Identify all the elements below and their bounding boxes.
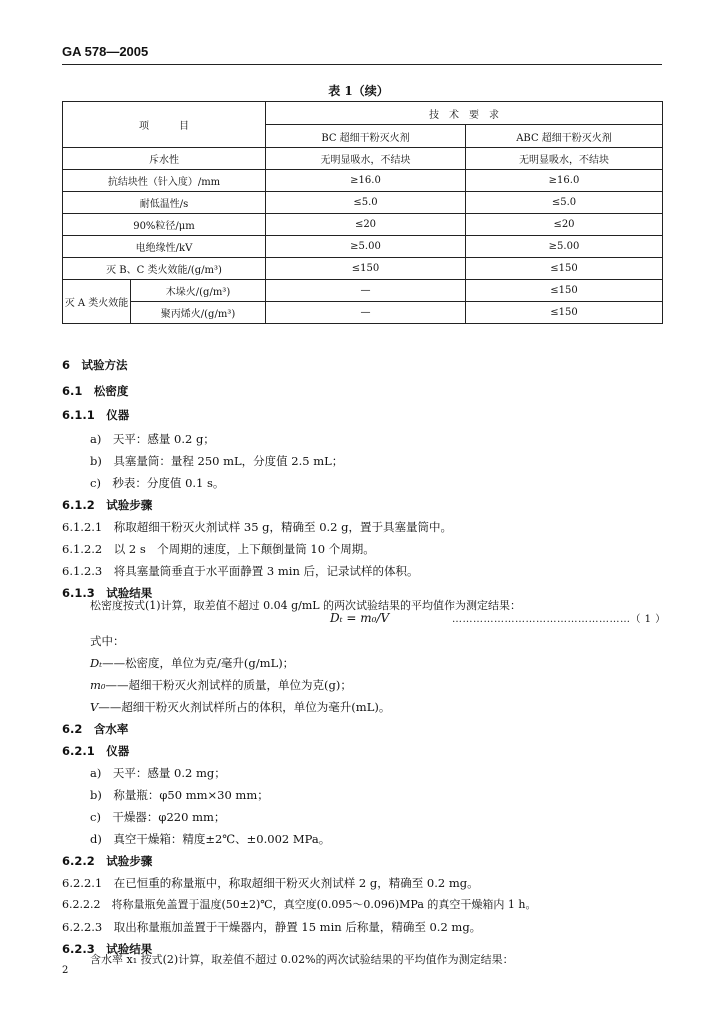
row-item: 电绝缘性/kV [63,236,266,258]
paragraph: 6.2.2.2 将称量瓶免盖置于温度(50±2)℃，真空度(0.095～0.096)MPa 的真空干燥箱内 1 h。 [62,898,537,911]
table-row [63,302,663,324]
row-abc-value: ≤150 [466,302,663,324]
row-bc-value: ≥5.00 [266,236,466,258]
section-heading-6-1-3: 6.1.3 试验结果 [62,586,153,600]
row-abc-value: ≤20 [466,214,663,236]
paragraph: 松密度按式(1)计算，取差值不超过 0.04 g/mL 的两次试验结果的平均值作为测定结果： [90,599,522,612]
row-abc-value: ≤150 [466,258,663,280]
paragraph: 含水率 x₁ 按式(2)计算，取差值不超过 0.02%的两次试验结果的平均值作为测定结果： [90,953,514,966]
table-row [63,214,663,236]
section-heading-6-2: 6.2 含水率 [62,722,129,736]
table-row [63,258,663,280]
list-item: d) 真空干燥箱：精度±2℃、±0.002 MPa。 [90,832,331,846]
symbol-v: V [90,700,99,714]
section-heading-6-2-2: 6.2.2 试验步骤 [62,854,153,868]
definition-v [90,699,390,715]
row-bc-value: — [266,280,466,302]
definition-text: ——超细干粉灭火剂试样所占的体积，单位为毫升(mL)。 [98,700,391,714]
section-heading-6: 6 试验方法 [62,358,128,372]
row-abc-value: ≥5.00 [466,236,663,258]
row-item: 木垛火/(g/m³) [131,280,266,302]
row-item: 聚丙烯火/(g/m³) [131,302,266,324]
row-item: 耐低温性/s [63,192,266,214]
row-bc-value: ≤150 [266,258,466,280]
definition-text: ——松密度，单位为克/毫升(g/mL)； [102,656,295,670]
section-heading-6-1-1: 6.1.1 仪器 [62,408,130,422]
table-row [63,170,663,192]
formula-1: Dₜ = m₀/V [330,611,390,625]
col-header-tech: 技 术 要 求 [266,102,663,125]
symbol-m0: m₀ [90,678,106,692]
table-row [63,236,663,258]
row-abc-value: ≥16.0 [466,170,663,192]
row-item: 90%粒径/μm [63,214,266,236]
symbol-dt: Dₜ [90,656,103,670]
definition-text: ——超细干粉灭火剂试样的质量，单位为克(g)； [105,678,352,692]
paragraph: 6.2.2.1 在已恒重的称量瓶中，称取超细干粉灭火剂试样 2 g，精确至 0.2 mg。 [62,876,479,890]
list-item: a) 天平：感量 0.2 g； [90,432,215,446]
row-item: 斥水性 [63,148,266,170]
row-bc-value: ≤5.0 [266,192,466,214]
table-row [63,280,663,302]
definition-m0 [90,677,352,693]
row-abc-value: ≤150 [466,280,663,302]
definition-dt [90,655,294,671]
spec-table [62,101,663,324]
row-bc-value: — [266,302,466,324]
table-row [63,148,663,170]
list-item: a) 天平：感量 0.2 mg； [90,766,226,780]
page-number: 2 [62,965,69,976]
paragraph: 6.1.2.2 以 2 s 个周期的速度，上下颠倒量筒 10 个周期。 [62,542,375,556]
col-header-bc: BC 超细干粉灭火剂 [266,125,466,148]
row-item: 抗结块性（针入度）/mm [63,170,266,192]
section-heading-6-1: 6.1 松密度 [62,384,129,398]
header-rule [62,64,662,65]
section-heading-6-2-3: 6.2.3 试验结果 [62,942,153,956]
document-header: GA 578—2005 [62,44,149,59]
row-item: 灭 B、C 类火效能/(g/m³) [63,258,266,280]
col-header-item: 项 目 [63,102,266,148]
table-caption: 表 1（续） [328,84,389,98]
row-bc-value: ≥16.0 [266,170,466,192]
table-row [63,192,663,214]
list-item: c) 秒表：分度值 0.1 s。 [90,476,225,490]
list-item: c) 干燥器：φ220 mm； [90,810,226,824]
row-abc-value: ≤5.0 [466,192,663,214]
formula-number: ……………………………………………（ 1 ） [452,614,666,625]
paragraph: 6.2.2.3 取出称量瓶加盖置于干燥器内，静置 15 min 后称量，精确至 0.2 mg。 [62,920,482,934]
group-a-label: 灭 A 类火效能 [63,280,131,324]
section-heading-6-2-1: 6.2.1 仪器 [62,744,130,758]
paragraph: 6.1.2.3 将具塞量筒垂直于水平面静置 3 min 后，记录试样的体积。 [62,564,419,578]
row-abc-value: 无明显吸水，不结块 [466,148,663,170]
col-header-abc: ABC 超细干粉灭火剂 [466,125,663,148]
list-item: b) 具塞量筒：量程 250 mL，分度值 2.5 mL； [90,454,344,468]
section-heading-6-1-2: 6.1.2 试验步骤 [62,498,153,512]
row-bc-value: 无明显吸水，不结块 [266,148,466,170]
row-bc-value: ≤20 [266,214,466,236]
list-item: b) 称量瓶：φ50 mm×30 mm； [90,788,269,802]
where-label: 式中： [90,634,125,648]
paragraph: 6.1.2.1 称取超细干粉灭火剂试样 35 g，精确至 0.2 g，置于具塞量筒中。 [62,520,452,534]
